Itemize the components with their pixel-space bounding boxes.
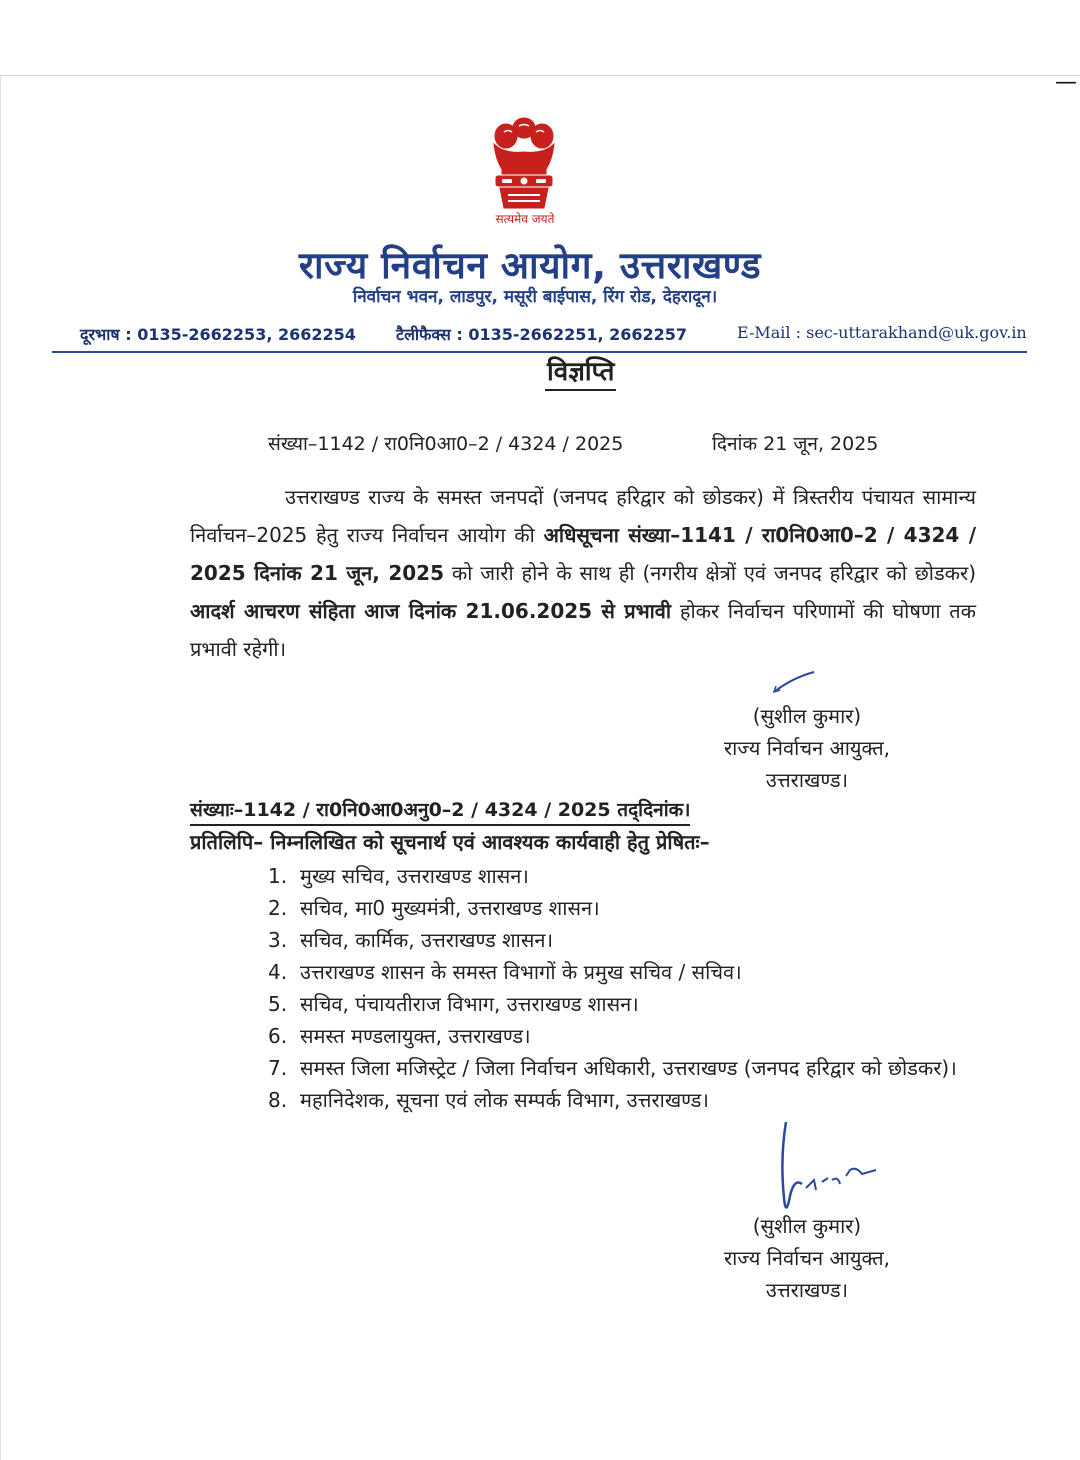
list-item: 5. सचिव, पंचायतीराज विभाग, उत्तराखण्ड शासन। — [268, 992, 639, 1016]
signatory-name: (सुशील कुमार) — [752, 1214, 862, 1238]
signatory-designation: राज्य निर्वाचन आयुक्त, — [723, 1246, 890, 1270]
list-item: 1. मुख्य सचिव, उत्तराखण्ड शासन। — [268, 864, 529, 888]
body-text: होकर निर्वाचन परिणामों की घोषणा तक प्रभावी रहेगी। — [190, 599, 977, 661]
body-bold-notification: अधिसूचना संख्या–1141 / रा0नि0आ0–2 / 4324 / 2025 दिनांक 21 जून, 2025 — [190, 523, 976, 585]
copy-reference-number: संख्याः–1142 / रा0नि0आ0अनु0–2 / 4324 / 2025 तद्‌दिनांक। — [190, 796, 690, 826]
fax-number: टैलीफैक्स : 0135-2662251, 2662257 — [396, 325, 688, 344]
list-item: 4. उत्तराखण्ड शासन के समस्त विभागों के प्रमुख सचिव / सचिव। — [268, 960, 742, 984]
reference-number: संख्या–1142 / रा0नि0आ0–2 / 4324 / 2025 — [268, 433, 624, 455]
state-emblem-icon — [484, 114, 564, 212]
signature-mark — [770, 668, 820, 696]
signatory-name: (सुशील कुमार) — [752, 704, 862, 728]
organization-title: राज्य निर्वाचन आयोग, उत्तराखण्ड — [298, 244, 762, 287]
body-text: उत्तराखण्ड राज्य के समस्त जनपदों (जनपद हरिद्वार को छोडकर) में त्रिस्तरीय पंचायत सामान्य निर्वाचन–2025 हेतु राज्य निर्वाचन आयोग की — [190, 485, 976, 547]
list-item: 2. सचिव, मा0 मुख्यमंत्री, उत्तराखण्ड शासन। — [268, 896, 600, 920]
list-item: 7. समस्त जिला मजिस्ट्रेट / जिला निर्वाचन अधिकारी, उत्तराखण्ड (जनपद हरिद्वार को छोडकर)। — [268, 1056, 957, 1080]
signatory-state: उत्तराखण्ड। — [765, 1278, 849, 1302]
email-address: E-Mail : sec-uttarakhand@uk.gov.in — [737, 323, 1027, 342]
signature-block — [677, 700, 937, 796]
signature-block — [677, 1210, 937, 1306]
signatory-state: उत्तराखण्ड। — [765, 768, 849, 792]
copy-intro: प्रतिलिपि– निम्नलिखित को सूचनार्थ एवं आवश्यक कार्यवाही हेतु प्रेषितः– — [190, 830, 710, 854]
notice-date: दिनांक 21 जून, 2025 — [712, 433, 879, 455]
phone-number: दूरभाष : 0135-2662253, 2662254 — [80, 325, 356, 344]
signatory-designation: राज्य निर्वाचन आयुक्त, — [723, 736, 890, 760]
minus-icon[interactable]: — — [1055, 70, 1077, 95]
motto-text: सत्यमेव जयते — [495, 212, 555, 226]
organization-address: निर्वाचन भवन, लाडपुर, मसूरी बाईपास, रिंग रोड, देहरादून। — [352, 287, 718, 307]
body-text: को जारी होने के साथ ही (नगरीय क्षेत्रों एवं जनपद हरिद्वार को छोडकर) — [444, 561, 976, 585]
body-bold-code-of-conduct: आदर्श आचरण संहिता आज दिनांक 21.06.2025 से प्रभावी — [190, 599, 672, 623]
notice-heading: विज्ञप्ति — [545, 355, 616, 391]
list-item: 6. समस्त मण्डलायुक्त, उत्तराखण्ड। — [268, 1024, 531, 1048]
notice-body — [190, 478, 976, 668]
letterhead-divider — [52, 351, 1027, 353]
list-item: 3. सचिव, कार्मिक, उत्तराखण्ड शासन। — [268, 928, 554, 952]
list-item: 8. महानिदेशक, सूचना एवं लोक सम्पर्क विभाग, उत्तराखण्ड। — [268, 1088, 709, 1112]
recipient-list — [268, 860, 978, 1116]
